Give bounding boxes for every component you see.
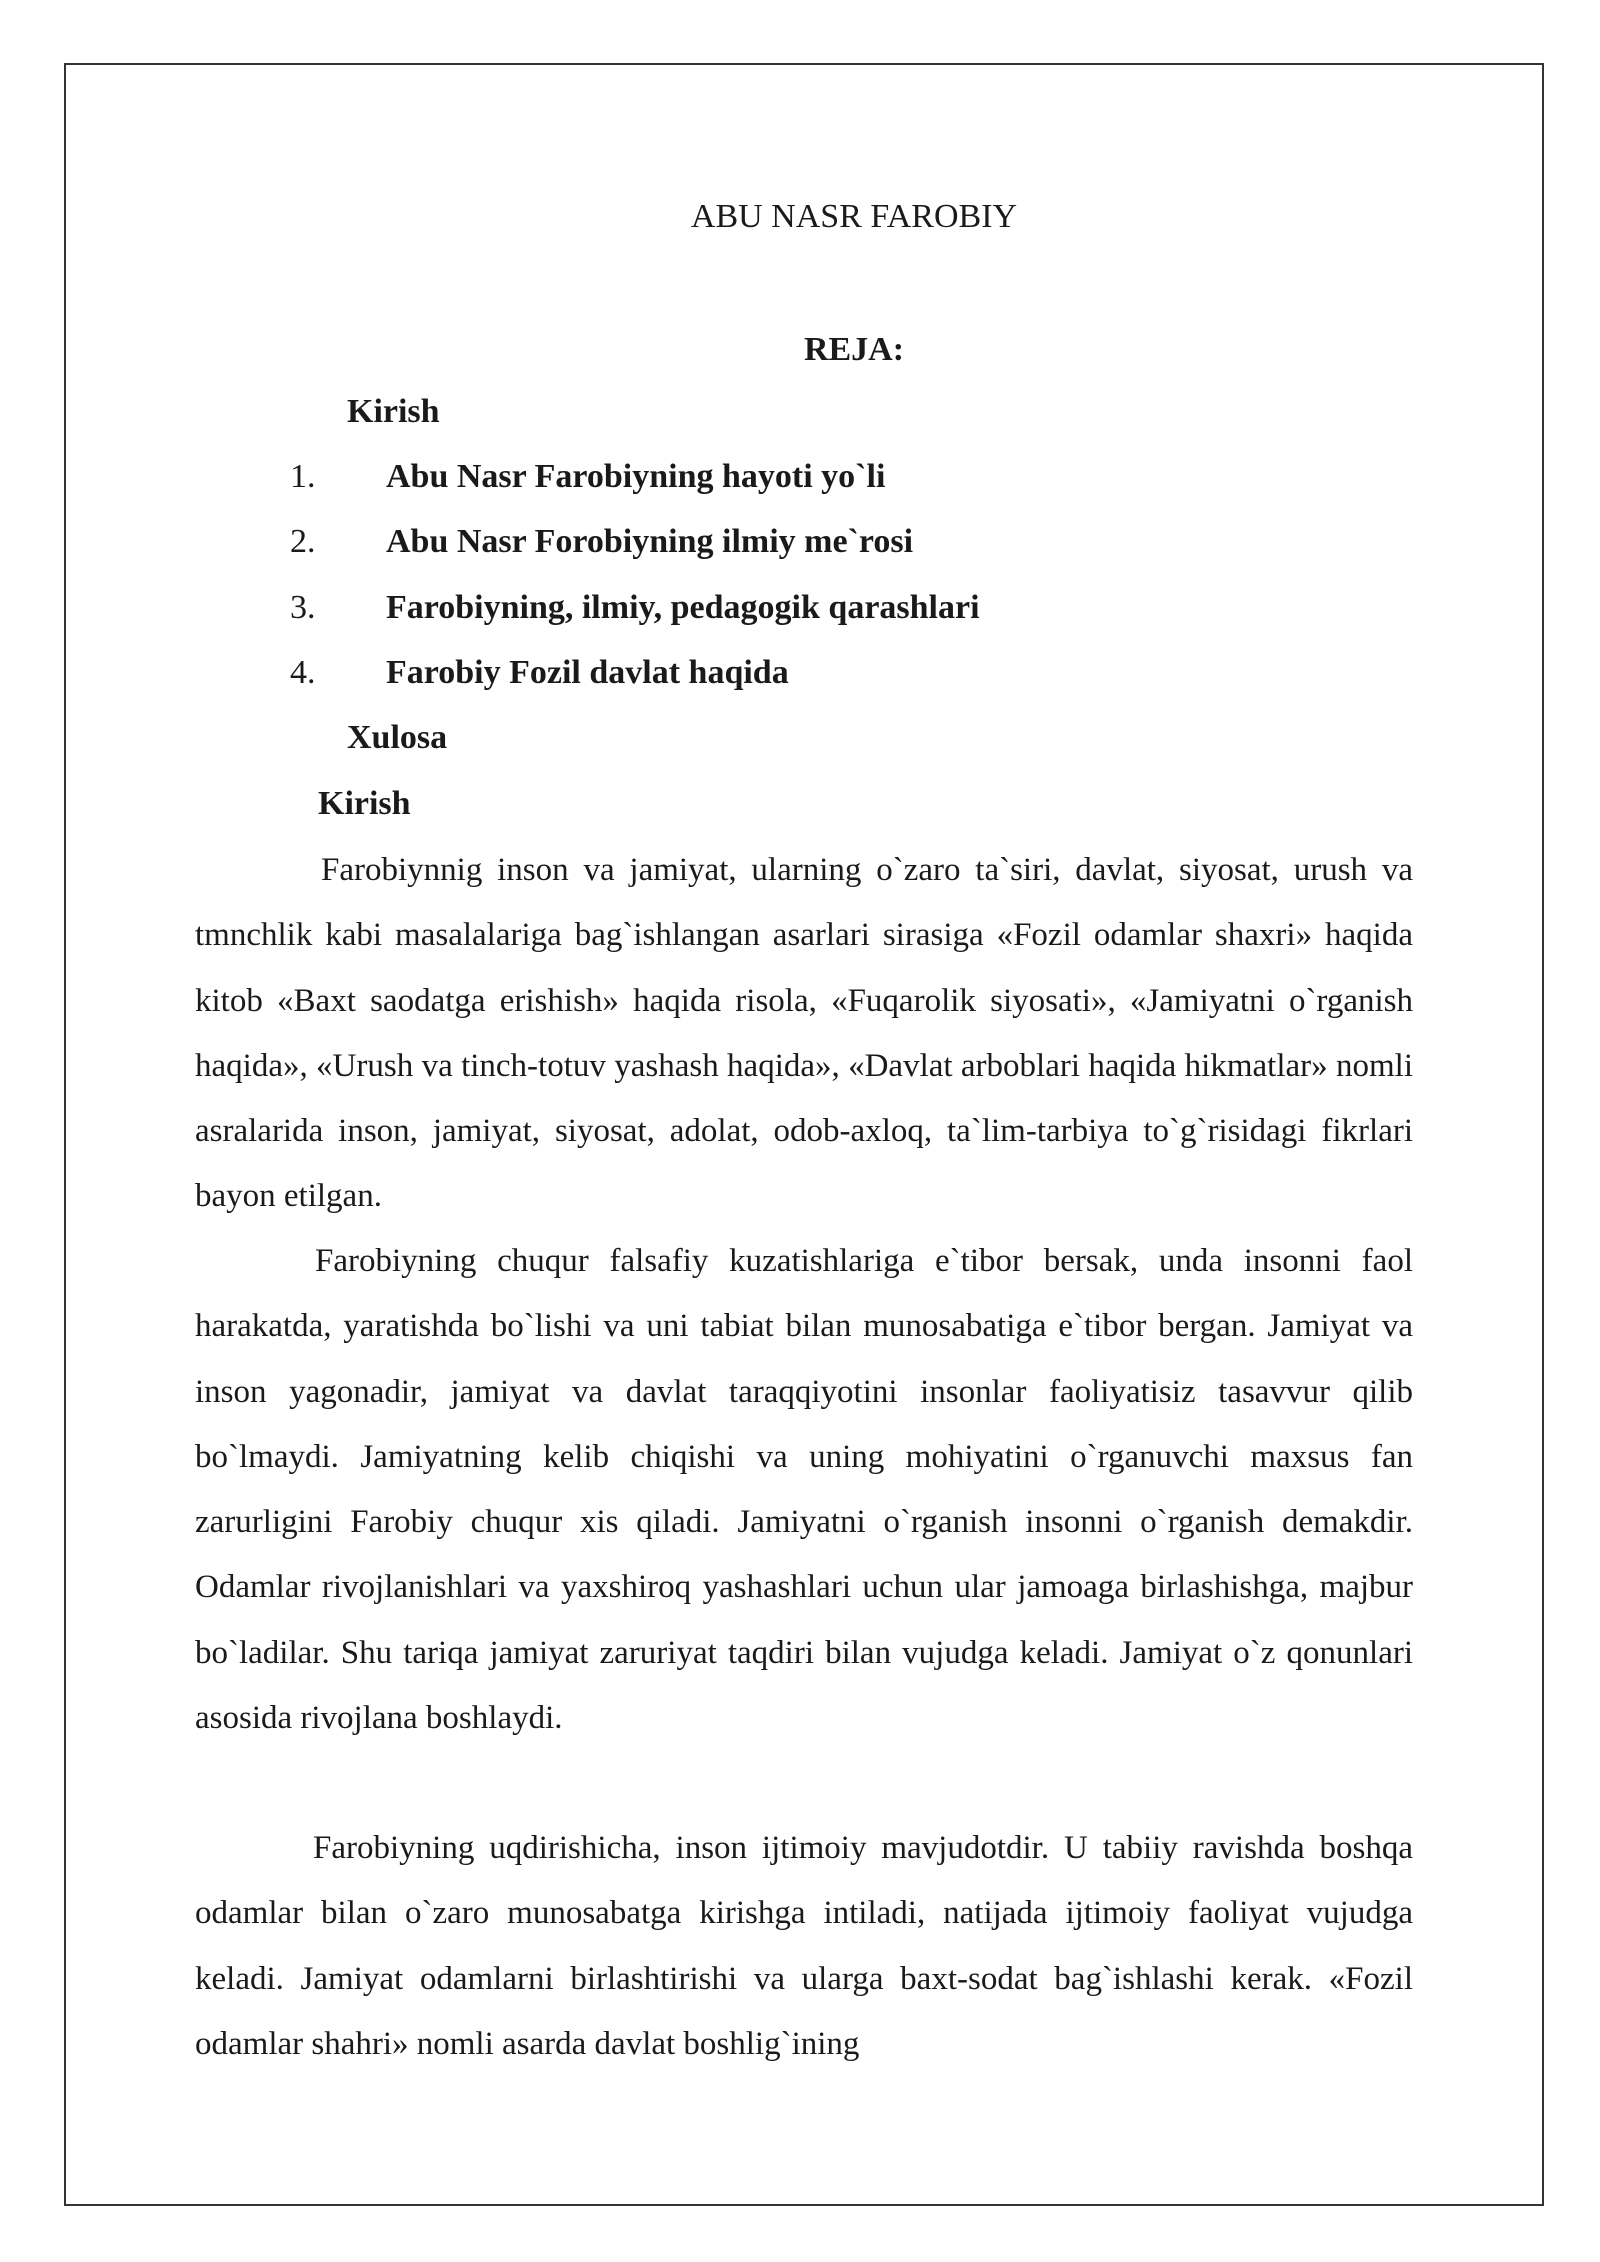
plan-item-text: Farobiy Fozil davlat haqida <box>386 654 789 691</box>
paragraph: Farobiyning chuqur falsafiy kuzatishlariga e`tibor bersak, unda insonni faol harakatda, yaratishda bo`lishi va uni tabiat bilan munosabatiga e`tibor bergan. Jamiyat va inson yagonadir, jamiyat va davlat taraqqiyotini insonlar faoliyatisiz tasavvur qilib bo`lmaydi. Jamiyatning kelib chiqishi va uning mohiyatini o`rganuvchi maxsus fan zarurligini Farobiy chuqur xis qiladi. Jamiyatni o`rganish insonni o`rganish demakdir. Odamlar rivojlanishlari va yaxshiroq yashashlari uchun ular jamoaga birlashishga, majbur bo`ladilar. Shu tariqa jamiyat zaruriyat taqdiri bilan vujudga keladi. Jamiyat o`z qonunlari asosida rivojlana boshlaydi. <box>195 1243 1413 1737</box>
plan-item-number: 1. <box>290 458 316 495</box>
plan-intro: Kirish <box>347 393 440 430</box>
paragraph: Farobiynnig inson va jamiyat, ularning o`zaro ta`siri, davlat, siyosat, urush va tmnchlik kabi masalalariga bag`ishlangan asarlari sirasiga «Fozil odamlar shaxri» haqida kitob «Baxt saodatga erishish» haqida risola, «Fuqarolik siyosati», «Jamiyatni o`rganish haqida», «Urush va tinch-totuv yashash haqida», «Davlat arboblari haqida hikmatlar» nomli asralarida inson, jamiyat, siyosat, adolat, odob-axloq, ta`lim-tarbiya to`g`risidagi fikrlari bayon etilgan. <box>195 852 1413 1215</box>
plan-item-number: 4. <box>290 654 316 691</box>
section-heading: Kirish <box>318 785 411 822</box>
document-title: ABU NASR FAROBIY <box>690 198 1018 235</box>
plan-item-number: 3. <box>290 589 316 626</box>
plan-item-text: Abu Nasr Farobiyning hayoti yo`li <box>386 458 886 495</box>
plan-item-text: Abu Nasr Forobiyning ilmiy me`rosi <box>386 523 914 560</box>
paragraph: Farobiyning uqdirishicha, inson ijtimoiy mavjudotdir. U tabiiy ravishda boshqa odamlar bilan o`zaro munosabatga kirishga intiladi, natijada ijtimoiy faoliyat vujudga keladi. Jamiyat odamlarni birlashtirishi va ularga baxt-sodat bag`ishlashi kerak. «Fozil odamlar shahri» nomli asarda davlat boshlig`ining <box>195 1830 1413 2062</box>
plan-conclusion: Xulosa <box>347 719 448 756</box>
plan-item-text: Farobiyning, ilmiy, pedagogik qarashlari <box>386 589 980 626</box>
plan-item-number: 2. <box>290 523 316 560</box>
plan-heading: REJA: <box>803 331 905 368</box>
